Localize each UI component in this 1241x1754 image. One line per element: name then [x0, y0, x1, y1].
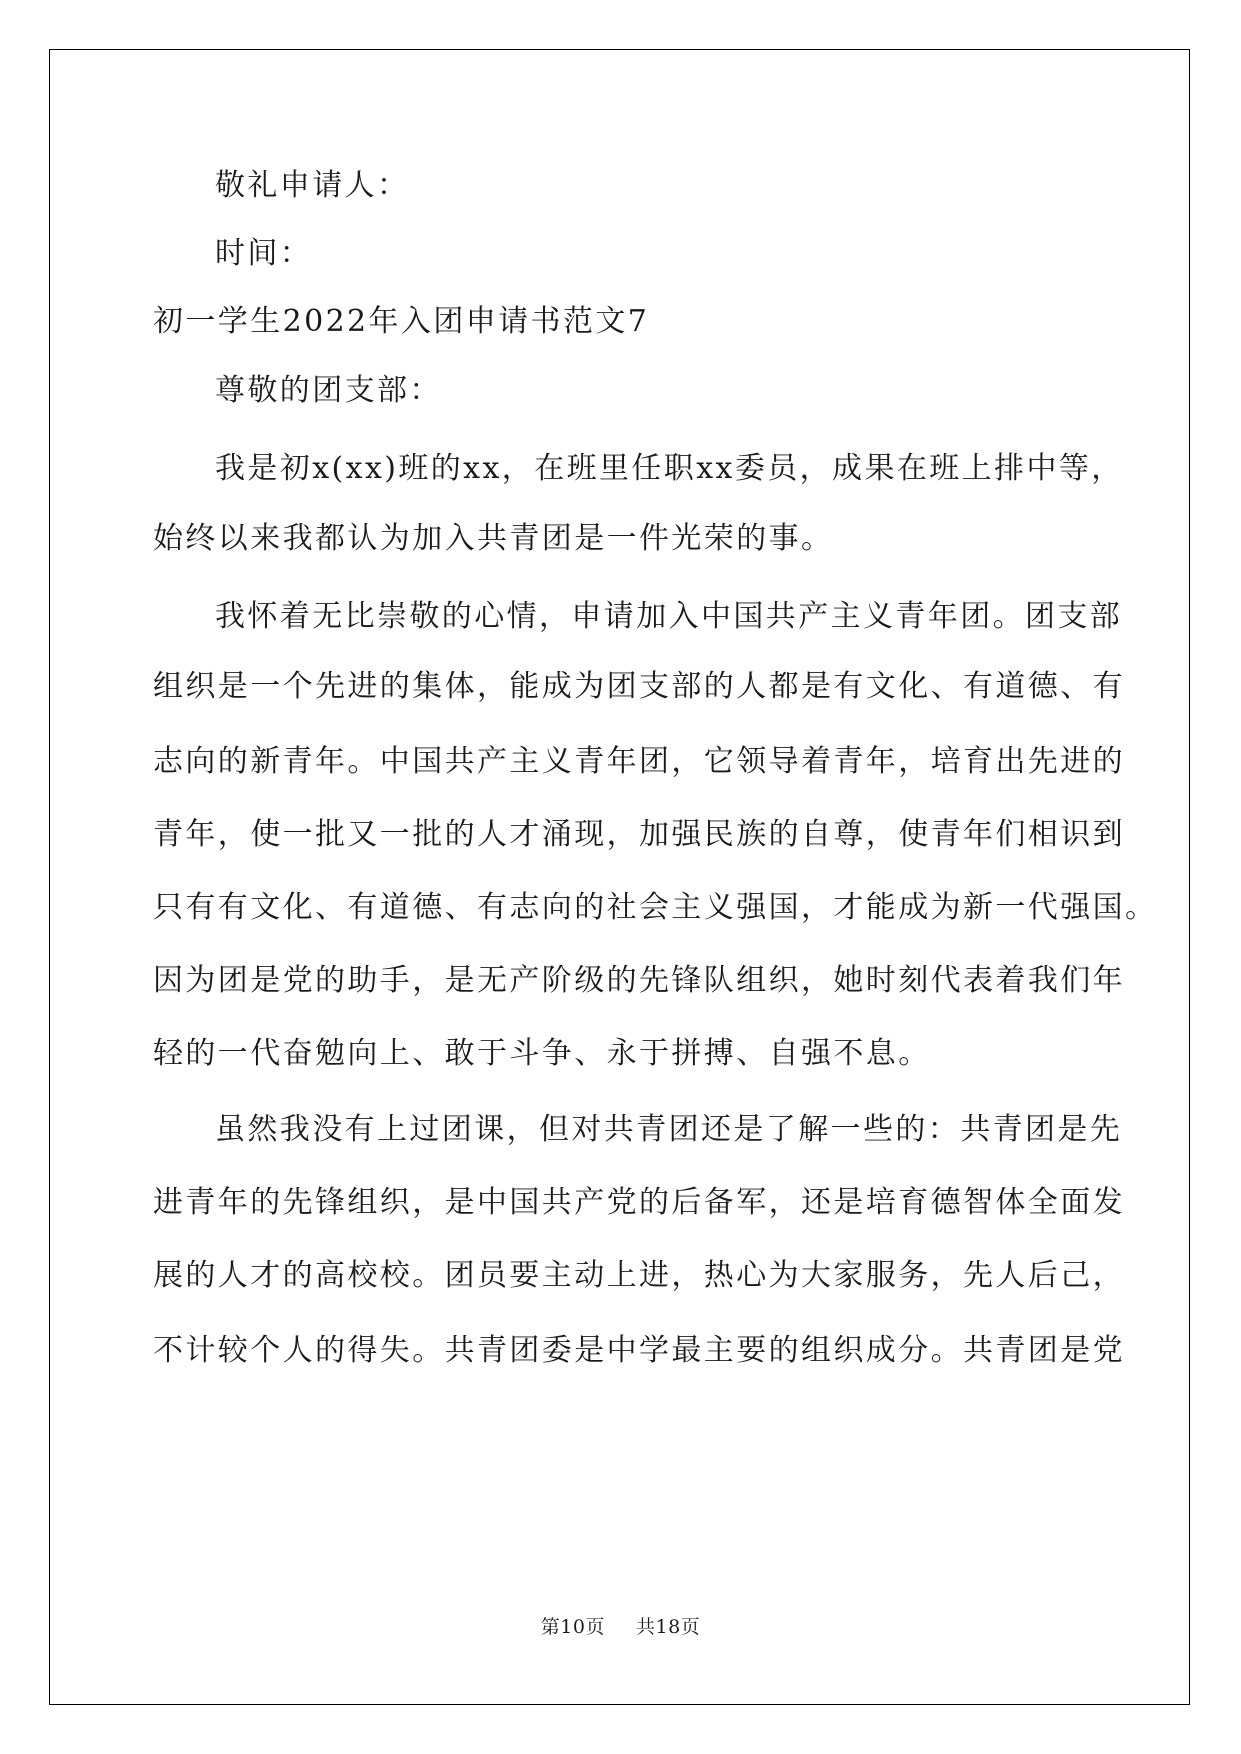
text-line: 青年，使一批又一批的人才涌现，加强民族的自尊，使青年们相识到 [153, 817, 1125, 852]
text-line: 只有有文化、有道德、有志向的社会主义强国，才能成为新一代强国。 [153, 890, 1158, 925]
text-line: 时间： [215, 236, 313, 271]
text-line: 轻的一代奋勉向上、敢于斗争、永于拼搏、自强不息。 [153, 1036, 931, 1071]
page-border [49, 49, 1190, 1705]
text-line: 志向的新青年。中国共产主义青年团，它领导着青年，培育出先进的 [153, 744, 1125, 779]
salutation: 尊敬的团支部： [215, 373, 442, 408]
page-number: 第10页 [540, 1616, 605, 1638]
text-line: 我是初x(xx)班的xx，在班里任职xx委员，成果在班上排中等， [215, 451, 1124, 486]
text-line: 组织是一个先进的集体，能成为团支部的人都是有文化、有道德、有 [153, 669, 1125, 704]
text-line: 始终以来我都认为加入共青团是一件光荣的事。 [153, 521, 834, 556]
text-line: 因为团是党的助手，是无产阶级的先锋队组织，她时刻代表着我们年 [153, 963, 1125, 998]
text-line: 虽然我没有上过团课，但对共青团还是了解一些的：共青团是先 [215, 1112, 1123, 1147]
page-total: 共18页 [636, 1616, 701, 1638]
text-line: 我怀着无比崇敬的心情，申请加入中国共产主义青年团。团支部 [215, 599, 1123, 634]
section-title: 初一学生2022年入团申请书范文7 [153, 304, 650, 339]
text-line: 不计较个人的得失。共青团委是中学最主要的组织成分。共青团是党 [153, 1333, 1125, 1368]
page-footer [0, 1615, 1241, 1639]
text-line: 敬礼申请人： [215, 168, 410, 203]
text-line: 进青年的先锋组织，是中国共产党的后备军，还是培育德智体全面发 [153, 1185, 1125, 1220]
text-line: 展的人才的高校校。团员要主动上进，热心为大家服务，先人后己， [153, 1258, 1125, 1293]
